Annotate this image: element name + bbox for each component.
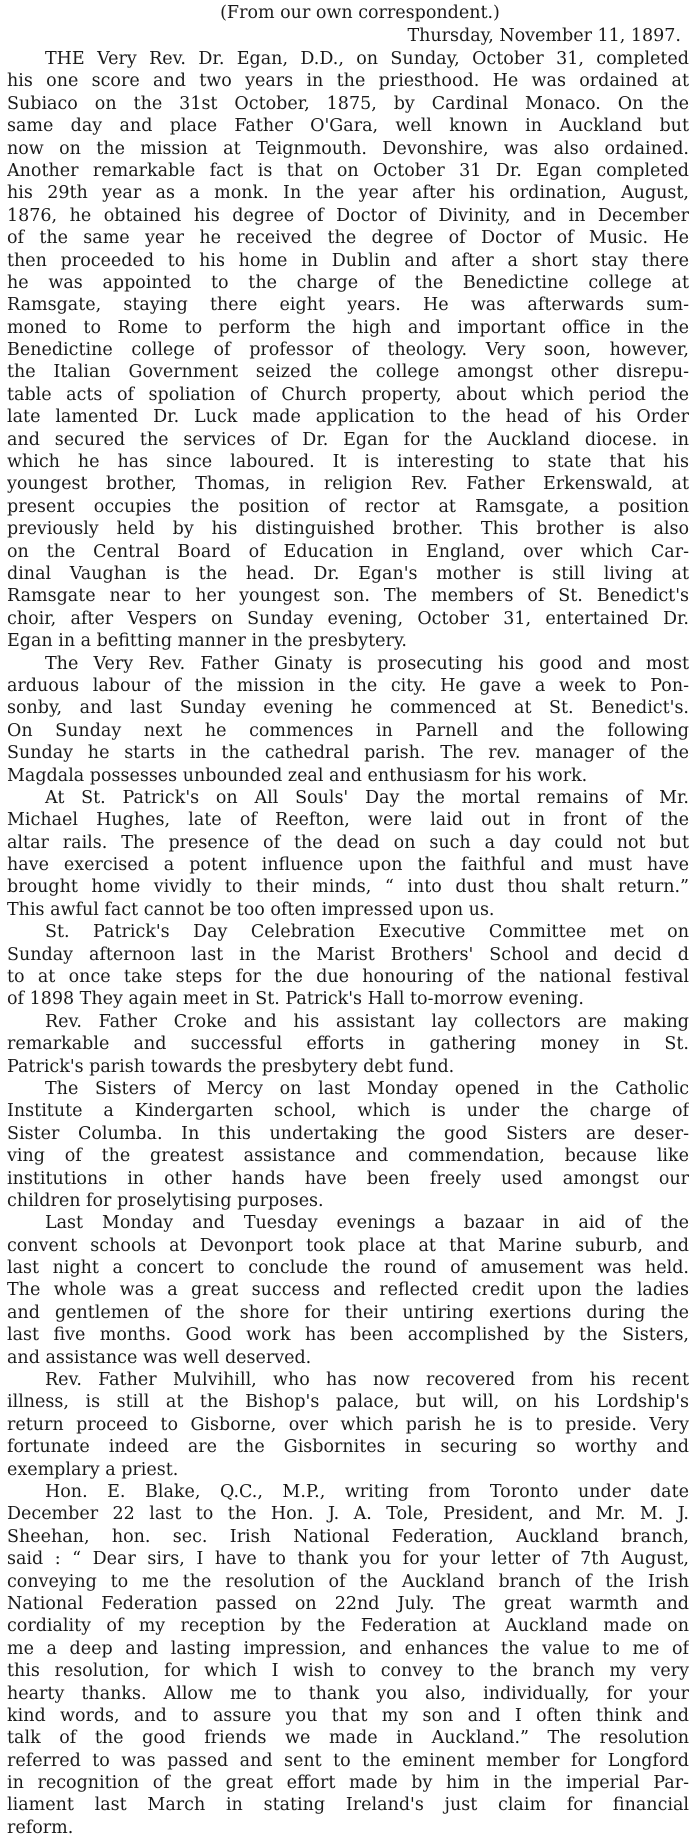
text-line: institutions in other hands have been freely used amongst our [7, 1168, 689, 1189]
text-line: now on the mission at Teignmouth. Devonshire, was also ordained. [7, 138, 689, 159]
text-line: Magdala possesses unbounded zeal and enthusiasm for his work. [7, 765, 588, 786]
text-line: last five months. Good work has been accomplished by the Sisters, [7, 1325, 689, 1346]
text-line: Sister Columba. In this undertaking the good Sisters are deser- [7, 1123, 689, 1144]
text-line: return proceed to Gisborne, over which parish he is to preside. Very [7, 1414, 689, 1435]
text-line: to at once take steps for the due honouring of the national festival [7, 967, 689, 988]
text-line: Ramsgate, staying there eight years. He was afterwards sum- [7, 295, 689, 316]
text-line: St. Patrick's Day Celebration Executive Committee met on [45, 922, 689, 943]
text-line: illness, is still at the Bishop's palace, but will, on his Lordship's [7, 1392, 689, 1413]
text-line: On Sunday next he commences in Parnell and the following [7, 720, 689, 741]
text-line: December 22 last to the Hon. J. A. Tole, President, and Mr. M. J. [7, 1504, 689, 1525]
text-line: exemplary a priest. [7, 1459, 179, 1480]
article-paragraph [7, 1078, 689, 1212]
text-line: sonby, and last Sunday evening he commenced at St. Benedict's. [7, 698, 689, 719]
text-line: of the same year he received the degree of Doctor of Music. He [7, 228, 689, 249]
text-line: liament last March in stating Ireland's just claim for financial [7, 1795, 689, 1816]
text-line: 1876, he obtained his degree of Doctor of Divinity, and in December [7, 205, 689, 226]
text-line: Michael Hughes, late of Reefton, were laid out in front of the [7, 810, 689, 831]
text-line: his 29th year as a monk. In the year after his ordination, August, [7, 183, 689, 204]
text-line: Another remarkable fact is that on October 31 Dr. Egan completed [7, 160, 689, 181]
text-line: and secured the services of Dr. Egan for the Auckland diocese. in [7, 429, 689, 450]
text-line: he was appointed to the charge of the Benedictine college at [7, 272, 689, 293]
text-line: moned to Rome to perform the high and important office in the [7, 317, 689, 338]
text-line: cordiality of my reception by the Federation at Auckland made on [7, 1616, 689, 1637]
text-line: ving of the greatest assistance and commendation, because like [7, 1146, 689, 1167]
text-line: brought home vividly to their minds, “ into dust thou shalt return.” [7, 877, 689, 898]
article-body [7, 48, 689, 1839]
text-line: hearty thanks. Allow me to thank you also, individually, for your [7, 1683, 689, 1704]
text-line: conveying to me the resolution of the Auckland branch of the Irish [7, 1571, 689, 1592]
text-line: Benedictine college of professor of theology. Very soon, however, [7, 340, 689, 361]
article-paragraph [7, 1011, 689, 1078]
text-line: Patrick's parish towards the presbytery debt fund. [7, 1056, 455, 1077]
text-line: late lamented Dr. Luck made application to the head of his Order [7, 407, 689, 428]
article-paragraph [7, 48, 689, 653]
text-line: which he has since laboured. It is interesting to state that his [7, 452, 689, 473]
text-line: have exercised a potent influence upon the faithful and must have [7, 855, 689, 876]
text-line: The Very Rev. Father Ginaty is prosecuting his good and most [45, 653, 689, 674]
text-line: altar rails. The presence of the dead on such a day could not but [7, 832, 689, 853]
text-line: talk of the good friends we made in Auckland.” The resolution [7, 1728, 689, 1749]
text-line: Sheehan, hon. sec. Irish National Federation, Auckland branch, [7, 1526, 689, 1547]
text-line: arduous labour of the mission in the city. He gave a week to Pon- [7, 675, 689, 696]
text-line: Subiaco on the 31st October, 1875, by Cardinal Monaco. On the [7, 93, 689, 114]
text-line: choir, after Vespers on Sunday evening, October 31, entertained Dr. [7, 608, 689, 629]
text-line: this resolution, for which I wish to convey to the branch my very [7, 1661, 689, 1682]
article-paragraph [7, 1369, 689, 1481]
byline: (From our own correspondent.) [220, 3, 500, 23]
text-line: convent schools at Devonport took place at that Marine suburb, and [7, 1235, 689, 1256]
text-line: same day and place Father O'Gara, well known in Auckland but [7, 116, 689, 137]
text-line: in recognition of the great effort made by him in the imperial Par- [7, 1773, 689, 1794]
text-line: youngest brother, Thomas, in religion Rev. Father Erkenswald, at [7, 474, 689, 495]
text-line: Egan in a befitting manner in the presbytery. [7, 631, 407, 652]
text-line: on the Central Board of Education in England, over which Car- [7, 541, 689, 562]
text-line: me a deep and lasting impression, and enhances the value to me of [7, 1638, 689, 1659]
text-line: then proceeded to his home in Dublin and after a short stay there [7, 250, 689, 271]
text-line: and assistance was well deserved. [7, 1347, 312, 1368]
article-paragraph [7, 787, 689, 921]
article-paragraph [7, 653, 689, 787]
text-line: The Sisters of Mercy on last Monday opened in the Catholic [45, 1078, 689, 1099]
text-line: remarkable and successful efforts in gathering money in St. [7, 1034, 689, 1055]
article-paragraph [7, 921, 689, 1011]
text-line: Rev. Father Mulvihill, who has now recovered from his recent [45, 1370, 689, 1391]
text-line: National Federation passed on 22nd July. The great warmth and [7, 1593, 689, 1614]
text-line: dinal Vaughan is the head. Dr. Egan's mother is still living at [7, 563, 689, 584]
article-paragraph [7, 1481, 689, 1839]
text-line: and gentlemen of the shore for their untiring exertions during the [7, 1302, 689, 1323]
text-line: Rev. Father Croke and his assistant lay collectors are making [45, 1011, 689, 1032]
text-line: At St. Patrick's on All Souls' Day the mortal remains of Mr. [45, 787, 689, 808]
text-line: Sunday afternoon last in the Marist Brothers' School and decid d [7, 944, 689, 965]
text-line: fortunate indeed are the Gisbornites in securing so worthy and [7, 1437, 689, 1458]
text-line: last night a concert to conclude the round of amusement was held. [7, 1258, 689, 1279]
text-line: kind words, and to assure you that my son and I often think and [7, 1705, 689, 1726]
text-line: his one score and two years in the priesthood. He was ordained at [7, 71, 689, 92]
text-line: said : “ Dear sirs, I have to thank you for your letter of 7th August, [7, 1549, 689, 1570]
text-line: The whole was a great success and reflected credit upon the ladies [7, 1280, 689, 1301]
text-line: Institute a Kindergarten school, which is under the charge of [7, 1101, 689, 1122]
text-line: children for proselytising purposes. [7, 1190, 324, 1211]
article-paragraph [7, 1212, 689, 1369]
text-line: referred to was passed and sent to the eminent member for Longford [7, 1750, 689, 1771]
text-line: present occupies the position of rector at Ramsgate, a position [7, 496, 689, 517]
text-line: Last Monday and Tuesday evenings a bazaar in aid of the [45, 1213, 689, 1234]
text-line: Sunday he starts in the cathedral parish. The rev. manager of the [7, 743, 689, 764]
text-line: of 1898 They again meet in St. Patrick's Hall to-morrow evening. [7, 989, 584, 1010]
text-line: reform. [7, 1817, 74, 1838]
text-line: table acts of spoliation of Church property, about which period the [7, 384, 689, 405]
text-line: previously held by his distinguished brother. This brother is also [7, 519, 689, 540]
text-line: Hon. E. Blake, Q.C., M.P., writing from Toronto under date [45, 1482, 689, 1502]
text-line: Ramsgate near to her youngest son. The members of St. Benedict's [7, 586, 689, 607]
text-line: THE Very Rev. Dr. Egan, D.D., on Sunday, October 31, completed [45, 49, 689, 69]
dateline: Thursday, November 11, 1897. [407, 26, 681, 46]
text-line: This awful fact cannot be too often impressed upon us. [7, 899, 495, 920]
text-line: the Italian Government seized the college amongst other disrepu- [7, 362, 689, 383]
